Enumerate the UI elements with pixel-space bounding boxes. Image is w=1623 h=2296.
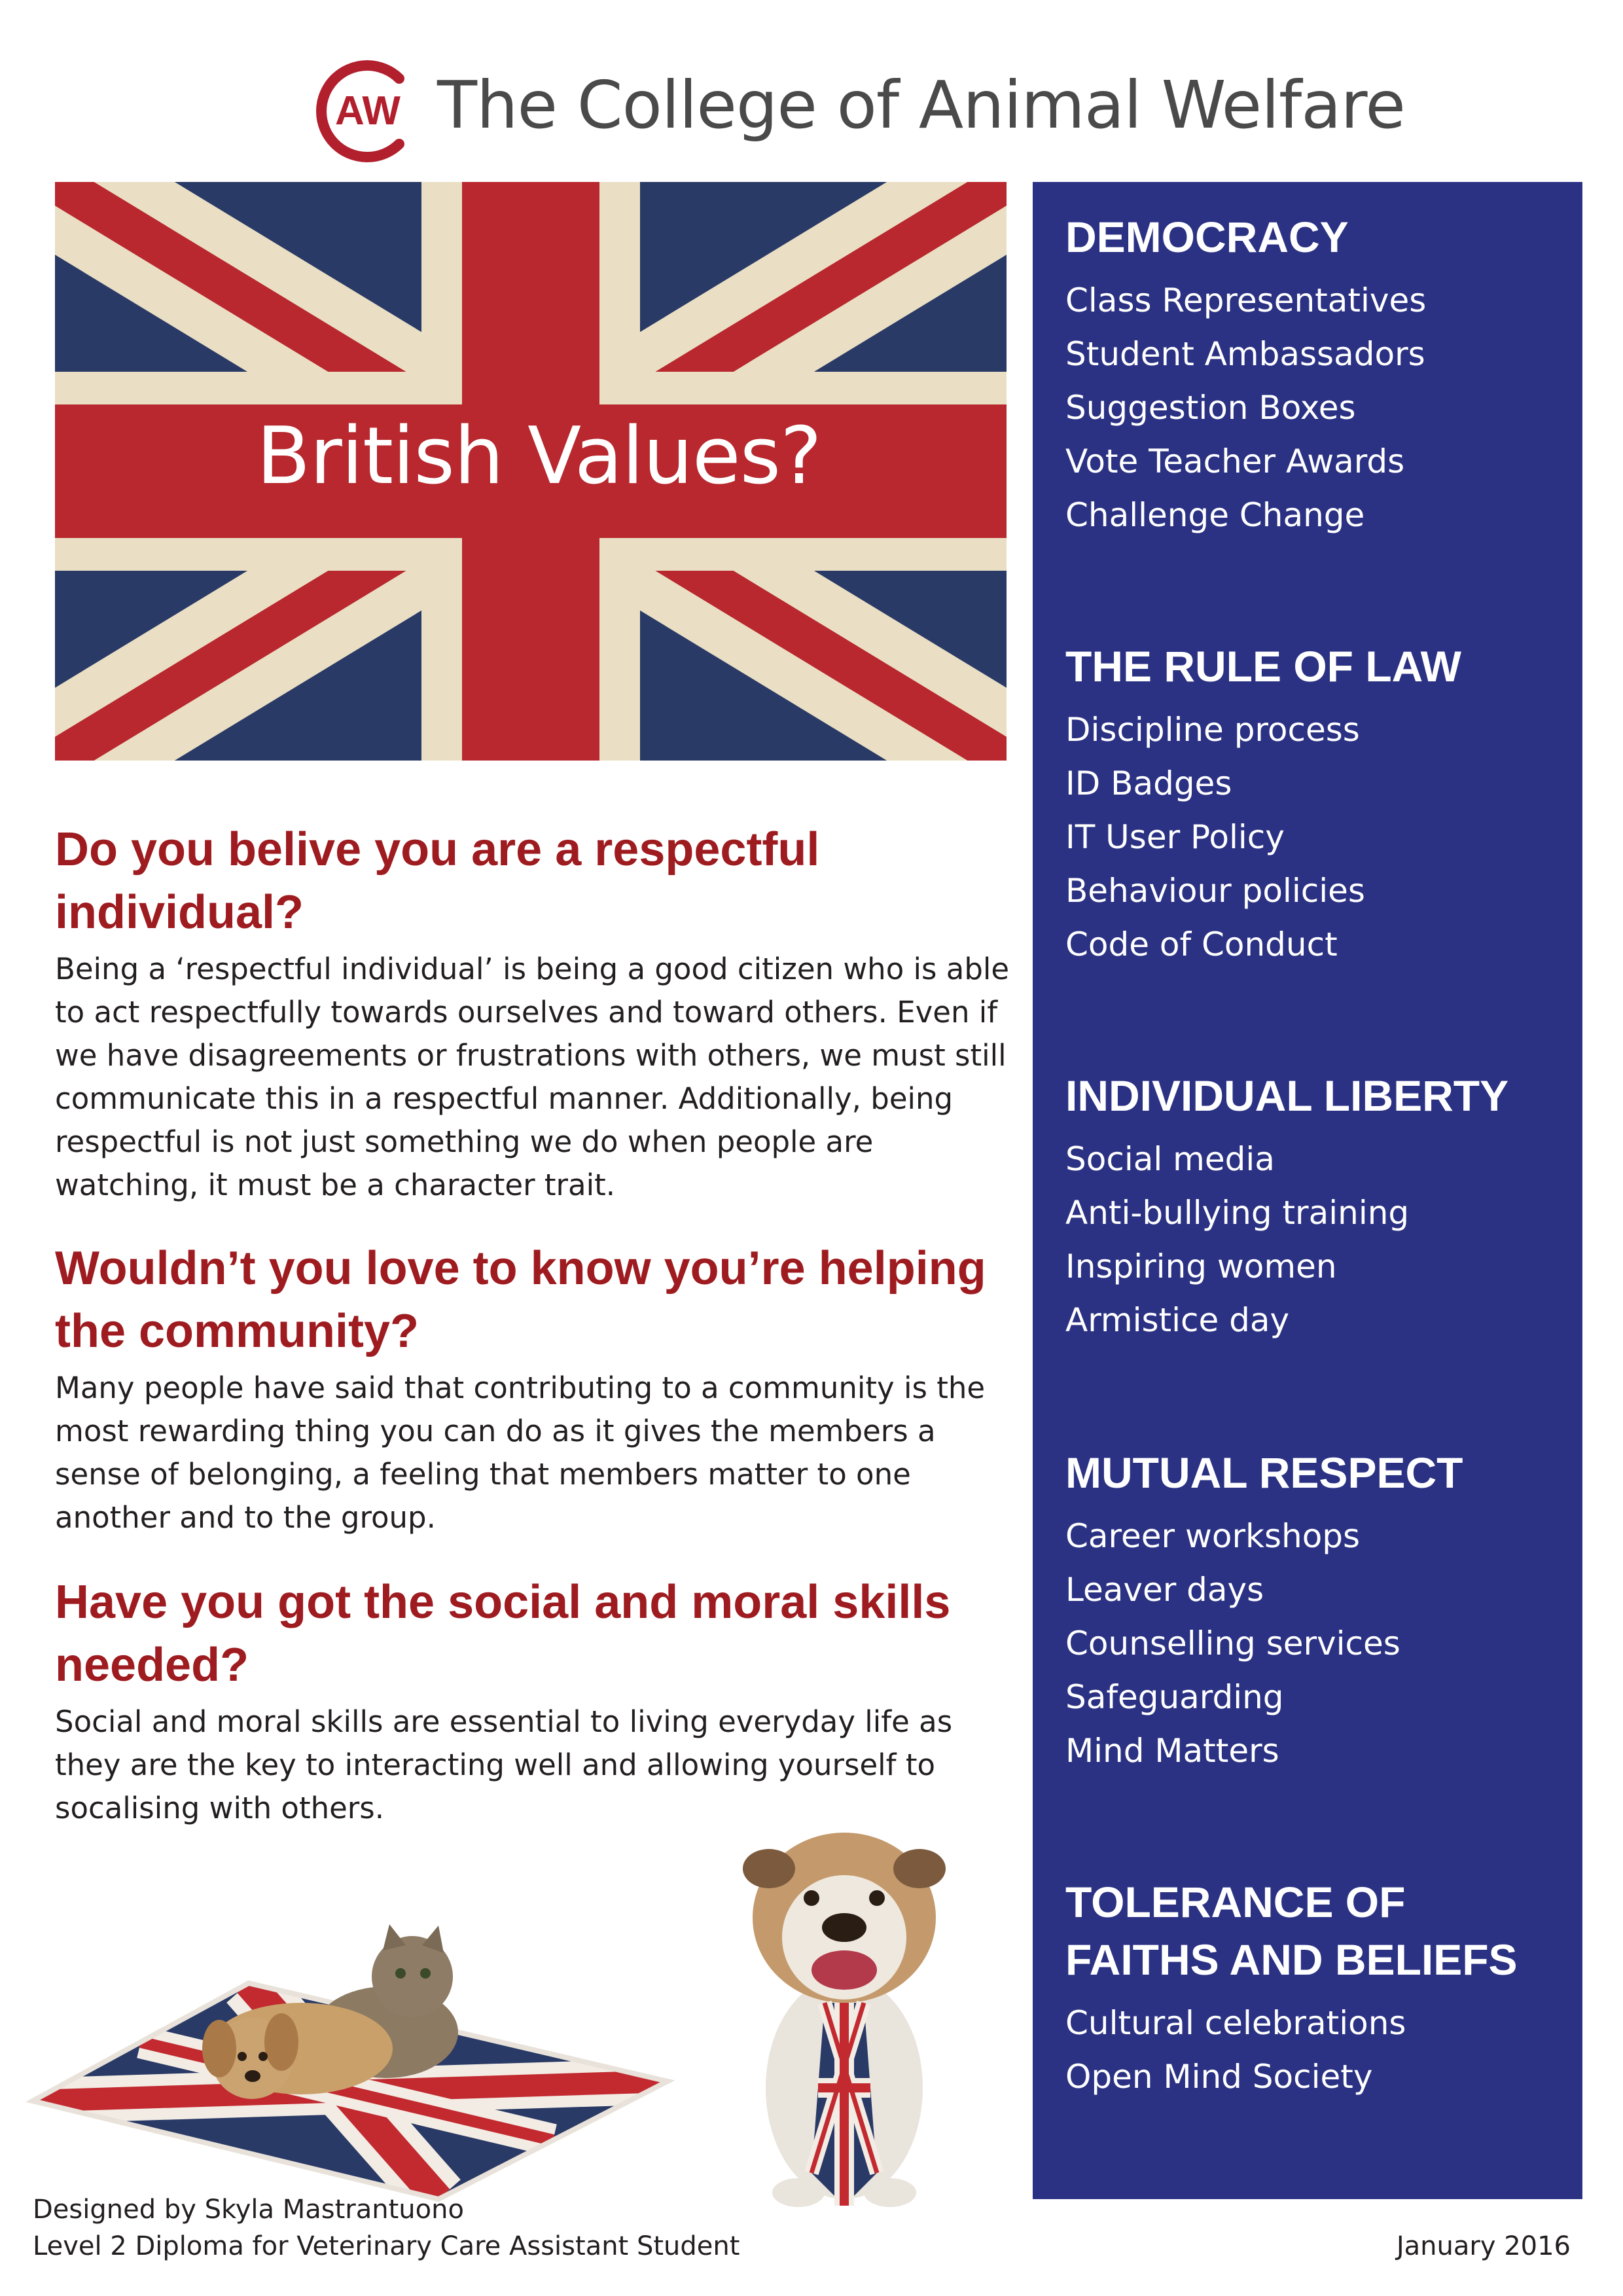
list-item: Leaver days — [1065, 1571, 1264, 1609]
list-item: Discipline process — [1065, 711, 1360, 749]
article-body: Many people have said that contributing to a community is the most rewarding thing you can do as it gives the members a sense of belonging, a feeling that members matter to one another and to the group. — [55, 1371, 986, 1535]
section-heading: THE RULE OF LAW — [1065, 642, 1461, 691]
list-item: Student Ambassadors — [1065, 335, 1425, 373]
article-respectful — [55, 818, 1010, 1207]
section-heading-line1: TOLERANCE OF — [1065, 1878, 1406, 1926]
article-heading: Wouldn’t you love to know you’re helping the community? — [55, 1242, 986, 1357]
list-item: Social media — [1065, 1140, 1275, 1178]
list-item: Anti-bullying training — [1065, 1194, 1410, 1232]
list-item: Career workshops — [1065, 1517, 1361, 1555]
list-item: Open Mind Society — [1065, 2058, 1373, 2096]
footer-course: Level 2 Diploma for Veterinary Care Assistant Student — [33, 2231, 740, 2261]
section-heading-line2: FAITHS AND BELIEFS — [1065, 1935, 1518, 1984]
section-heading: INDIVIDUAL LIBERTY — [1065, 1071, 1509, 1120]
list-item: Counselling services — [1065, 1624, 1400, 1662]
article-heading: Do you belive you are a respectful individual? — [55, 823, 820, 939]
article-community — [55, 1237, 1010, 1539]
list-item: Mind Matters — [1065, 1732, 1279, 1770]
footer-date: January 2016 — [1396, 2231, 1571, 2261]
section-individual-liberty — [1065, 1067, 1563, 1347]
page-header — [0, 39, 1623, 170]
caw-logo — [301, 59, 425, 164]
footer-credits — [33, 2191, 740, 2265]
article-body: Being a ‘respectful individual’ is being a good citizen who is able to act respectfully towards ourselves and toward others. Even if we have disagreements or frustrations with others, we must still communicate this in a respectful manner. Additionally, being respectful is not just something we do when people are watching, it must be a character trait. — [55, 952, 1010, 1202]
section-mutual-respect — [1065, 1444, 1563, 1778]
list-item: ID Badges — [1065, 764, 1232, 802]
footer-designer: Designed by Skyla Mastrantuono — [33, 2195, 464, 2225]
section-democracy — [1065, 208, 1563, 542]
list-item: Code of Conduct — [1065, 925, 1338, 963]
list-item: Vote Teacher Awards — [1065, 442, 1405, 480]
article-body: Social and moral skills are essential to living everyday life as they are the key to interacting well and allowing yourself to socalising with others. — [55, 1704, 953, 1825]
list-item: Safeguarding — [1065, 1678, 1284, 1716]
article-heading: Have you got the social and moral skills needed? — [55, 1576, 951, 1691]
section-heading: DEMOCRACY — [1065, 213, 1349, 261]
list-item: Class Representatives — [1065, 281, 1427, 319]
list-item: Cultural celebrations — [1065, 2004, 1406, 2042]
union-jack-banner — [55, 182, 1007, 761]
hero-title: British Values? — [257, 411, 821, 502]
list-item: Inspiring women — [1065, 1247, 1337, 1285]
bulldog-with-tie-image — [720, 1806, 969, 2212]
section-tolerance — [1065, 1873, 1563, 2104]
college-name: The College of Animal Welfare — [437, 67, 1405, 143]
list-item: Behaviour policies — [1065, 872, 1365, 910]
values-panel — [1033, 182, 1582, 2199]
section-rule-of-law — [1065, 637, 1563, 971]
list-item: IT User Policy — [1065, 818, 1285, 856]
puppy-and-cat-on-blanket-image — [20, 1885, 681, 2206]
article-skills — [55, 1571, 1010, 1830]
list-item: Challenge Change — [1065, 496, 1365, 534]
svg-text:AW: AW — [335, 88, 401, 134]
list-item: Suggestion Boxes — [1065, 389, 1356, 427]
section-heading: MUTUAL RESPECT — [1065, 1448, 1463, 1497]
list-item: Armistice day — [1065, 1301, 1290, 1339]
